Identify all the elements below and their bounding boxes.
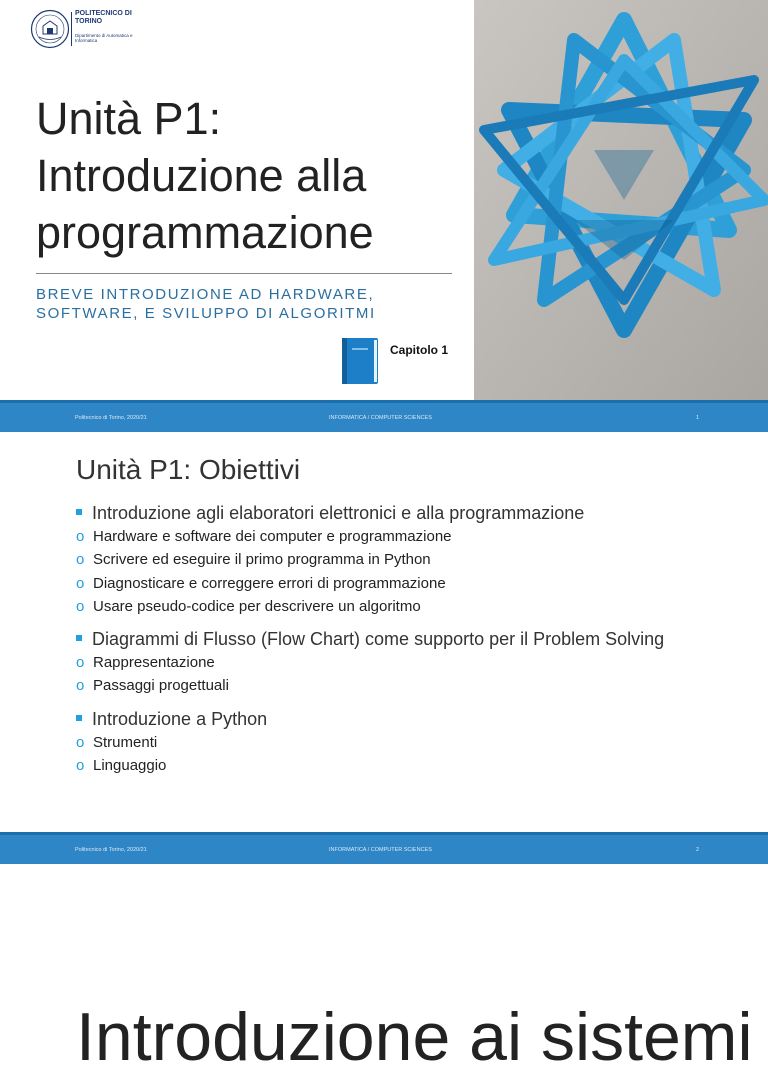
circle-bullet-icon: o: [76, 528, 85, 545]
sub-item: [76, 754, 716, 777]
footer-course: INFORMATICA / COMPUTER SCIENCES: [329, 415, 432, 421]
sub-item-label: Rappresentazione: [93, 654, 215, 672]
objectives-list: [76, 502, 716, 787]
sub-item: [76, 525, 716, 548]
objective-label: Introduzione agli elaboratori elettronici e alla programmazione: [92, 503, 585, 523]
slide-3: [0, 864, 768, 1075]
sub-item-label: Passaggi progettuali: [93, 677, 229, 695]
slide-footer: [0, 400, 768, 432]
footer-page-number: 1: [696, 415, 700, 421]
slide-subtitle: BREVE INTRODUZIONE AD HARDWARE, SOFTWARE, E SVILUPPO DI ALGORITMI: [36, 286, 376, 322]
sub-item-label: Scrivere ed eseguire il primo programma in Python: [93, 551, 431, 569]
logo-separator: [71, 12, 72, 46]
sub-item: [76, 674, 716, 697]
slide-title: Unità P1: Obiettivi: [76, 454, 301, 485]
book-icon: [340, 336, 380, 386]
circle-bullet-icon: o: [76, 733, 85, 751]
footer-page-number: 2: [696, 847, 700, 853]
slide-title: Introduzione ai sistemi: [76, 999, 753, 1075]
circle-bullet-icon: o: [76, 654, 85, 672]
sub-item: [76, 595, 716, 618]
circle-bullet-icon: o: [76, 677, 85, 695]
sub-item: [76, 572, 716, 595]
chapter-label: Capitolo 1: [390, 343, 449, 357]
sub-item-label: Linguaggio: [93, 757, 167, 775]
objective-sublist: [76, 731, 716, 778]
slide-footer: [0, 832, 768, 864]
objective-sublist: [76, 525, 716, 618]
objective-label: Diagrammi di Flusso (Flow Chart) come supporto per il Problem Solving: [92, 629, 665, 650]
sub-item-label: Hardware e software dei computer e programmazione: [93, 528, 452, 545]
objective-item: [76, 628, 716, 650]
footer-stripe: [0, 400, 768, 403]
slide-1: [0, 0, 768, 432]
politecnico-seal-logo: [30, 9, 70, 49]
sub-item-label: Strumenti: [93, 733, 158, 751]
circle-bullet-icon: o: [76, 574, 85, 592]
origami-star-photo: [474, 0, 768, 404]
objective-item: [76, 502, 716, 524]
circle-bullet-icon: o: [76, 757, 85, 775]
slide-title: Unità P1: Introduzione alla programmazione: [36, 93, 374, 258]
title-divider: [36, 273, 452, 274]
circle-bullet-icon: o: [76, 551, 85, 569]
sub-item: [76, 651, 716, 674]
footer-institution: Politecnico di Torino, 2020/21: [75, 415, 147, 421]
sub-item: [76, 548, 716, 571]
objective-sublist: [76, 651, 716, 698]
footer-course: INFORMATICA / COMPUTER SCIENCES: [329, 847, 432, 853]
footer-stripe: [0, 832, 768, 835]
logo-department-name: Dipartimento di Automatica e Informatica: [75, 33, 133, 43]
objective-item: [76, 708, 716, 730]
circle-bullet-icon: o: [76, 597, 85, 615]
slide-2: [0, 432, 768, 864]
sub-item-label: Diagnosticare e correggere errori di programmazione: [93, 574, 446, 592]
logo-institution-name: POLITECNICO DI TORINO: [75, 10, 132, 25]
footer-institution: Politecnico di Torino, 2020/21: [75, 847, 147, 853]
sub-item: [76, 731, 716, 754]
sub-item-label: Usare pseudo-codice per descrivere un algoritmo: [93, 597, 421, 615]
objective-label: Introduzione a Python: [92, 708, 268, 729]
